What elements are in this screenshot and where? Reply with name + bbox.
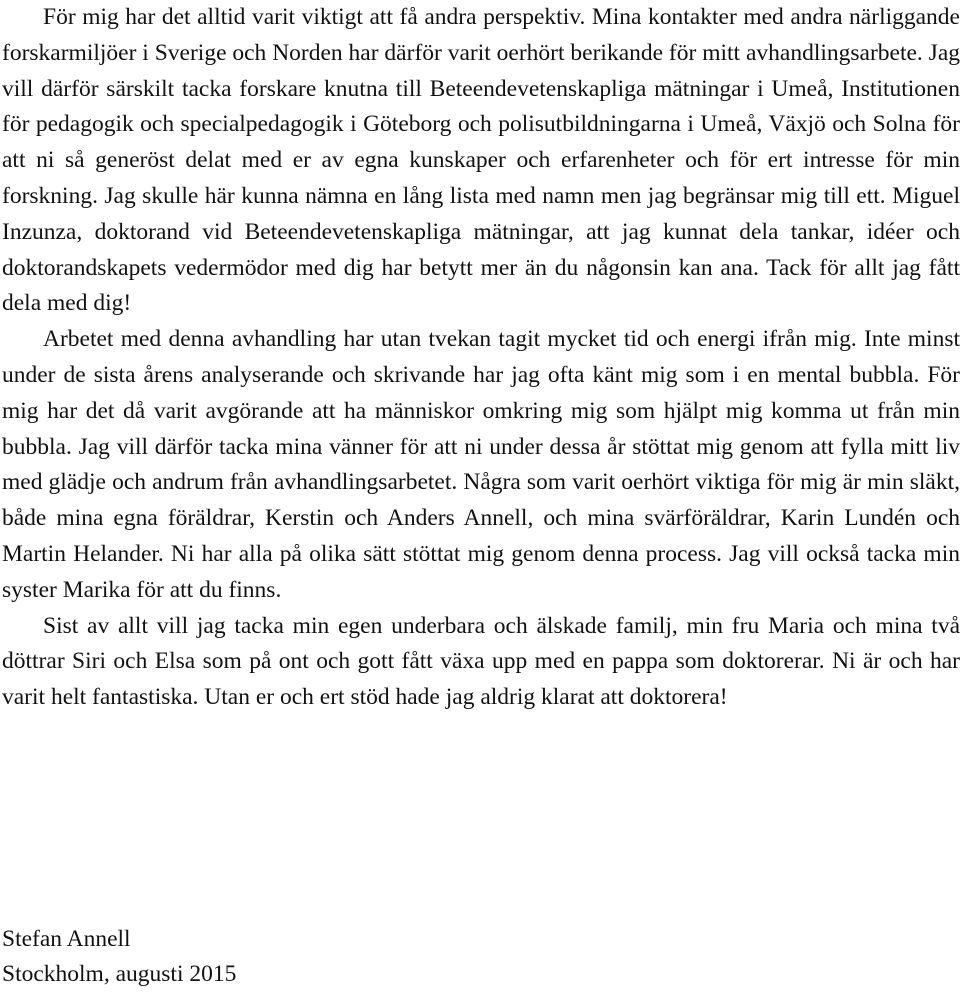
signature-place-date: Stockholm, augusti 2015	[2, 961, 237, 987]
signature-name: Stefan Annell	[2, 926, 131, 952]
paragraph-family-friends: Arbetet med denna avhandling har utan tvekan tagit mycket tid och energi ifrån mig. Inte minst under de sista årens analyserande och skrivande har jag ofta känt mig som i en mental bubbla. För mig har det då varit avgörande att ha människor omkring mig som hjälpt mig komma ut från min bubbla. Jag vill därför tacka mina vänner för att ni under dessa år stöttat mig genom att fylla mitt liv med glädje och andrum från avhandlingsarbetet. Några som varit oerhört viktiga för mig är min släkt, både mina egna föräldrar, Kerstin och Anders Annell, och mina svärföräldrar, Karin Lundén och Martin Helander. Ni har alla på olika sätt stöttat mig genom denna process. Jag vill också tacka min syster Marika för att du finns.	[2, 326, 960, 603]
paragraph-closing-thanks: Sist av allt vill jag tacka min egen underbara och älskade familj, min fru Maria och mina två döttrar Siri och Elsa som på ont och gott fått växa upp med en pappa som doktorerar. Ni är och har varit helt fantastiska. Utan er och ert stöd hade jag aldrig klarat att doktorera!	[2, 612, 960, 711]
paragraph-perspectives: För mig har det alltid varit viktigt att få andra perspektiv. Mina kontakter med andra närliggande forskarmiljöer i Sverige och Norden har därför varit oerhört berikande för mitt avhandlingsarbete. Jag vill därför särskilt tacka forskare knutna till Beteendevetenskapliga mätningar i Umeå, Institutionen för pedagogik och specialpedagogik i Göteborg och polisutbildningarna i Umeå, Växjö och Solna för att ni så generöst delat med er av egna kunskaper och erfarenheter och för ert intresse för min forskning. Jag skulle här kunna nämna en lång lista med namn men jag begränsar mig till ett. Miguel Inzunza, doktorand vid Beteendevetenskapliga mätningar, att jag kunnat dela tankar, idéer och doktorandskapets vedermödor med dig har betytt mer än du någonsin kan ana. Tack för allt jag fått dela med dig!	[2, 4, 960, 317]
signature-block	[2, 922, 236, 992]
